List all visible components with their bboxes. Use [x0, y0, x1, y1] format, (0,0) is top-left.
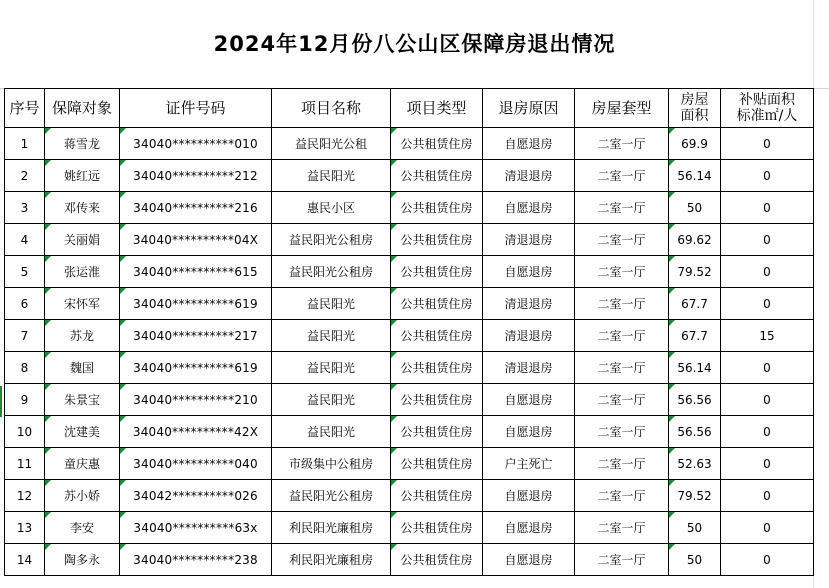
table-row	[5, 352, 814, 384]
cell-seq[interactable]: 2	[5, 160, 45, 192]
cell-type[interactable]: 公共租赁住房	[391, 288, 483, 320]
cell-seq[interactable]: 7	[5, 320, 45, 352]
title-cell[interactable]	[0, 0, 829, 89]
cell-unit[interactable]: 二室一厅	[575, 256, 669, 288]
cell-seq[interactable]: 14	[5, 544, 45, 576]
header-subsidy[interactable]	[721, 89, 814, 128]
cell-project[interactable]: 益民阳光公租房	[272, 224, 391, 256]
header-subsidy-line2: 标准㎡/人	[736, 108, 798, 124]
cell-reason[interactable]: 自愿退房	[483, 256, 575, 288]
header-type[interactable]: 项目类型	[391, 89, 483, 128]
cell-area[interactable]: 56.56	[669, 384, 721, 416]
row-selection-marker	[0, 386, 2, 417]
cell-seq[interactable]: 11	[5, 448, 45, 480]
table-row	[5, 448, 814, 480]
cell-type[interactable]: 公共租赁住房	[391, 384, 483, 416]
cell-subsidy[interactable]: 15	[721, 320, 814, 352]
cell-subsidy[interactable]: 0	[721, 192, 814, 224]
cell-area[interactable]: 69.62	[669, 224, 721, 256]
cell-reason[interactable]: 自愿退房	[483, 480, 575, 512]
table-row	[5, 288, 814, 320]
cell-subsidy[interactable]: 0	[721, 128, 814, 160]
header-reason[interactable]: 退房原因	[483, 89, 575, 128]
header-project[interactable]: 项目名称	[272, 89, 391, 128]
table-row	[5, 512, 814, 544]
cell-area[interactable]: 79.52	[669, 256, 721, 288]
cell-seq[interactable]: 5	[5, 256, 45, 288]
cell-person[interactable]: 苏小娇	[45, 480, 120, 512]
cell-id[interactable]: 34040**********217	[120, 320, 272, 352]
cell-person[interactable]: 陶多永	[45, 544, 120, 576]
cell-area[interactable]: 56.56	[669, 416, 721, 448]
cell-id[interactable]: 34040**********42X	[120, 416, 272, 448]
header-person[interactable]: 保障对象	[45, 89, 120, 128]
cell-reason[interactable]: 自愿退房	[483, 544, 575, 576]
cell-area[interactable]: 67.7	[669, 320, 721, 352]
cell-person[interactable]: 蒋雪龙	[45, 128, 120, 160]
cell-id[interactable]: 34040**********04X	[120, 224, 272, 256]
table-row	[5, 128, 814, 160]
cell-person[interactable]: 沈建美	[45, 416, 120, 448]
cell-reason[interactable]: 自愿退房	[483, 192, 575, 224]
cell-seq[interactable]: 8	[5, 352, 45, 384]
cell-id[interactable]: 34040**********63x	[120, 512, 272, 544]
cell-project[interactable]: 益民阳光	[272, 352, 391, 384]
cell-unit[interactable]: 二室一厅	[575, 192, 669, 224]
cell-area[interactable]: 50	[669, 192, 721, 224]
cell-project[interactable]: 利民阳光廉租房	[272, 512, 391, 544]
cell-subsidy[interactable]: 0	[721, 544, 814, 576]
cell-reason[interactable]: 清退退房	[483, 320, 575, 352]
cell-project[interactable]: 益民阳光公租房	[272, 480, 391, 512]
cell-reason[interactable]: 清退退房	[483, 160, 575, 192]
header-seq[interactable]: 序号	[5, 89, 45, 128]
cell-area[interactable]: 50	[669, 512, 721, 544]
cell-seq[interactable]: 4	[5, 224, 45, 256]
housing-exit-table	[4, 88, 814, 576]
cell-unit[interactable]: 二室一厅	[575, 448, 669, 480]
cell-subsidy[interactable]: 0	[721, 160, 814, 192]
cell-subsidy[interactable]: 0	[721, 512, 814, 544]
cell-unit[interactable]: 二室一厅	[575, 352, 669, 384]
cell-id[interactable]: 34040**********619	[120, 352, 272, 384]
cell-type[interactable]: 公共租赁住房	[391, 512, 483, 544]
table-body	[5, 128, 814, 576]
cell-person[interactable]: 邓传来	[45, 192, 120, 224]
cell-reason[interactable]: 户主死亡	[483, 448, 575, 480]
cell-subsidy[interactable]: 0	[721, 288, 814, 320]
cell-id[interactable]: 34040**********619	[120, 288, 272, 320]
cell-seq[interactable]: 12	[5, 480, 45, 512]
cell-area[interactable]: 69.9	[669, 128, 721, 160]
cell-reason[interactable]: 自愿退房	[483, 512, 575, 544]
cell-project[interactable]: 益民阳光公租	[272, 128, 391, 160]
cell-type[interactable]: 公共租赁住房	[391, 480, 483, 512]
cell-person[interactable]: 关丽娟	[45, 224, 120, 256]
cell-person[interactable]: 苏龙	[45, 320, 120, 352]
table-row	[5, 320, 814, 352]
cell-id[interactable]: 34040**********212	[120, 160, 272, 192]
cell-id[interactable]: 34040**********010	[120, 128, 272, 160]
header-area[interactable]	[669, 89, 721, 128]
cell-reason[interactable]: 清退退房	[483, 352, 575, 384]
cell-unit[interactable]: 二室一厅	[575, 288, 669, 320]
cell-person[interactable]: 宋怀军	[45, 288, 120, 320]
cell-seq[interactable]: 9	[5, 384, 45, 416]
table-row	[5, 384, 814, 416]
cell-reason[interactable]: 清退退房	[483, 288, 575, 320]
cell-seq[interactable]: 10	[5, 416, 45, 448]
cell-type[interactable]: 公共租赁住房	[391, 192, 483, 224]
cell-type[interactable]: 公共租赁住房	[391, 256, 483, 288]
cell-unit[interactable]: 二室一厅	[575, 320, 669, 352]
cell-seq[interactable]: 6	[5, 288, 45, 320]
cell-person[interactable]: 朱景宝	[45, 384, 120, 416]
cell-person[interactable]: 童庆惠	[45, 448, 120, 480]
cell-reason[interactable]: 自愿退房	[483, 416, 575, 448]
cell-unit[interactable]: 二室一厅	[575, 384, 669, 416]
cell-project[interactable]: 益民阳光	[272, 320, 391, 352]
cell-person[interactable]: 姚红远	[45, 160, 120, 192]
cell-unit[interactable]: 二室一厅	[575, 160, 669, 192]
cell-project[interactable]: 益民阳光	[272, 416, 391, 448]
cell-person[interactable]: 魏国	[45, 352, 120, 384]
header-area-line1: 房屋	[680, 92, 709, 108]
cell-subsidy[interactable]: 0	[721, 480, 814, 512]
cell-seq[interactable]: 13	[5, 512, 45, 544]
table-row	[5, 544, 814, 576]
cell-subsidy[interactable]: 0	[721, 448, 814, 480]
cell-reason[interactable]: 自愿退房	[483, 384, 575, 416]
cell-subsidy[interactable]: 0	[721, 224, 814, 256]
cell-project[interactable]: 益民阳光	[272, 384, 391, 416]
cell-reason[interactable]: 自愿退房	[483, 128, 575, 160]
cell-project[interactable]: 益民阳光	[272, 288, 391, 320]
cell-id[interactable]: 34040**********210	[120, 384, 272, 416]
table-row	[5, 160, 814, 192]
cell-area[interactable]: 52.63	[669, 448, 721, 480]
cell-area[interactable]: 56.14	[669, 352, 721, 384]
cell-id[interactable]: 34040**********040	[120, 448, 272, 480]
cell-type[interactable]: 公共租赁住房	[391, 224, 483, 256]
cell-project[interactable]: 益民阳光	[272, 160, 391, 192]
cell-type[interactable]: 公共租赁住房	[391, 448, 483, 480]
cell-person[interactable]: 张运淮	[45, 256, 120, 288]
cell-unit[interactable]: 二室一厅	[575, 416, 669, 448]
cell-subsidy[interactable]: 0	[721, 416, 814, 448]
cell-type[interactable]: 公共租赁住房	[391, 160, 483, 192]
table-row	[5, 416, 814, 448]
header-row	[5, 89, 814, 128]
page-title: 2024年12月份八公山区保障房退出情况	[213, 32, 616, 56]
cell-area[interactable]: 50	[669, 544, 721, 576]
header-unit[interactable]: 房屋套型	[575, 89, 669, 128]
cell-type[interactable]: 公共租赁住房	[391, 416, 483, 448]
cell-subsidy[interactable]: 0	[721, 384, 814, 416]
cell-id[interactable]: 34042**********026	[120, 480, 272, 512]
cell-reason[interactable]: 清退退房	[483, 224, 575, 256]
header-id[interactable]: 证件号码	[120, 89, 272, 128]
cell-unit[interactable]: 二室一厅	[575, 224, 669, 256]
cell-project[interactable]: 利民阳光廉租房	[272, 544, 391, 576]
cell-area[interactable]: 56.14	[669, 160, 721, 192]
cell-type[interactable]: 公共租赁住房	[391, 320, 483, 352]
cell-id[interactable]: 34040**********216	[120, 192, 272, 224]
cell-unit[interactable]: 二室一厅	[575, 544, 669, 576]
cell-seq[interactable]: 3	[5, 192, 45, 224]
table-row	[5, 480, 814, 512]
cell-id[interactable]: 34040**********615	[120, 256, 272, 288]
table-row	[5, 224, 814, 256]
cell-area[interactable]: 79.52	[669, 480, 721, 512]
cell-subsidy[interactable]: 0	[721, 352, 814, 384]
table-row	[5, 256, 814, 288]
cell-area[interactable]: 67.7	[669, 288, 721, 320]
cell-seq[interactable]: 1	[5, 128, 45, 160]
cell-unit[interactable]: 二室一厅	[575, 128, 669, 160]
cell-id[interactable]: 34040**********238	[120, 544, 272, 576]
cell-type[interactable]: 公共租赁住房	[391, 352, 483, 384]
cell-unit[interactable]: 二室一厅	[575, 512, 669, 544]
cell-subsidy[interactable]: 0	[721, 256, 814, 288]
cell-person[interactable]: 李安	[45, 512, 120, 544]
cell-project[interactable]: 市级集中公租房	[272, 448, 391, 480]
header-subsidy-line1: 补贴面积	[739, 92, 795, 108]
cell-type[interactable]: 公共租赁住房	[391, 128, 483, 160]
header-area-line2: 面积	[680, 108, 709, 124]
table-row	[5, 192, 814, 224]
cell-project[interactable]: 惠民小区	[272, 192, 391, 224]
cell-type[interactable]: 公共租赁住房	[391, 544, 483, 576]
cell-project[interactable]: 益民阳光公租房	[272, 256, 391, 288]
cell-unit[interactable]: 二室一厅	[575, 480, 669, 512]
